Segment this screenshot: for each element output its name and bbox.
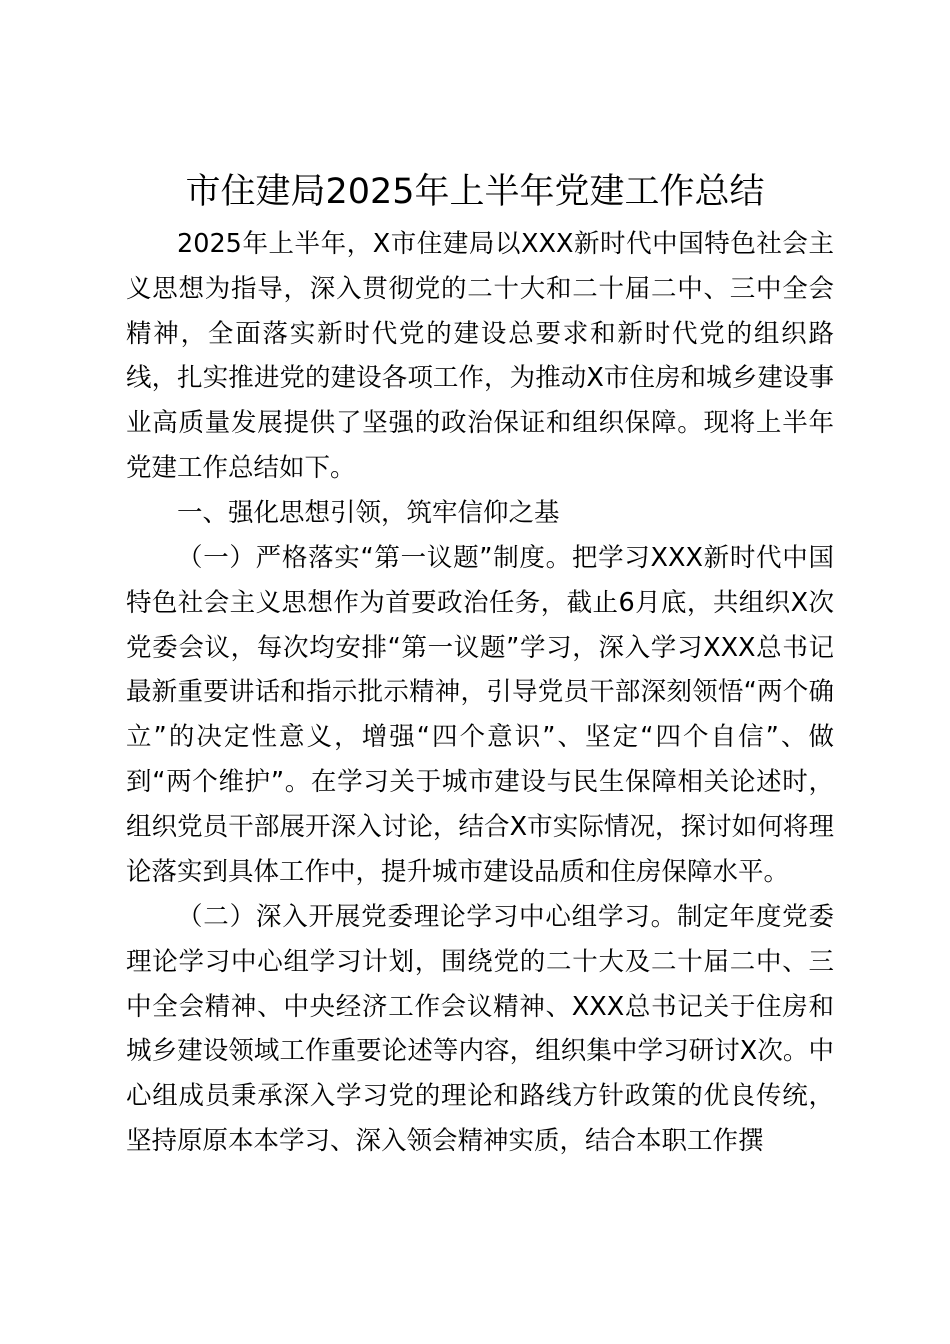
body-paragraph: （二）深入开展党委理论学习中心组学习。制定年度党委理论学习中心组学习计划，围绕党的二十大及二十届二中、三中全会精神、中央经济工作会议精神、XXX总书记关于住房和城乡建设领域工作重要论述等内容，组织集中学习研讨X次。中心组成员秉承深入学习党的理论和路线方针政策的优良传统，坚持原原本本学习、深入领会精神实质，结合本职工作撰 <box>126 902 834 1156</box>
document-title: 市住建局2025年上半年党建工作总结 <box>185 172 765 212</box>
section-heading: 一、强化思想引领，筑牢信仰之基 <box>177 498 560 528</box>
body-paragraph: （一）严格落实“第一议题”制度。把学习XXX新时代中国特色社会主义思想作为首要政治任务，截止6月底，共组织X次党委会议，每次均安排“第一议题”学习，深入学习XXX总书记最新重要讲话和指示批示精神，引导党员干部深刻领悟“两个确立”的决定性意义，增强“四个意识”、坚定“四个自信”、做到“两个维护”。在学习关于城市建设与民生保障相关论述时，组织党员干部展开深入讨论，结合X市实际情况，探讨如何将理论落实到具体工作中，提升城市建设品质和住房保障水平。 <box>126 543 834 887</box>
intro-paragraph: 2025年上半年，X市住建局以XXX新时代中国特色社会主义思想为指导，深入贯彻党的二十大和二十届二中、三中全会精神，全面落实新时代党的建设总要求和新时代党的组织路线，扎实推进党的建设各项工作，为推动X市住房和城乡建设事业高质量发展提供了坚强的政治保证和组织保障。现将上半年党建工作总结如下。 <box>126 229 834 483</box>
